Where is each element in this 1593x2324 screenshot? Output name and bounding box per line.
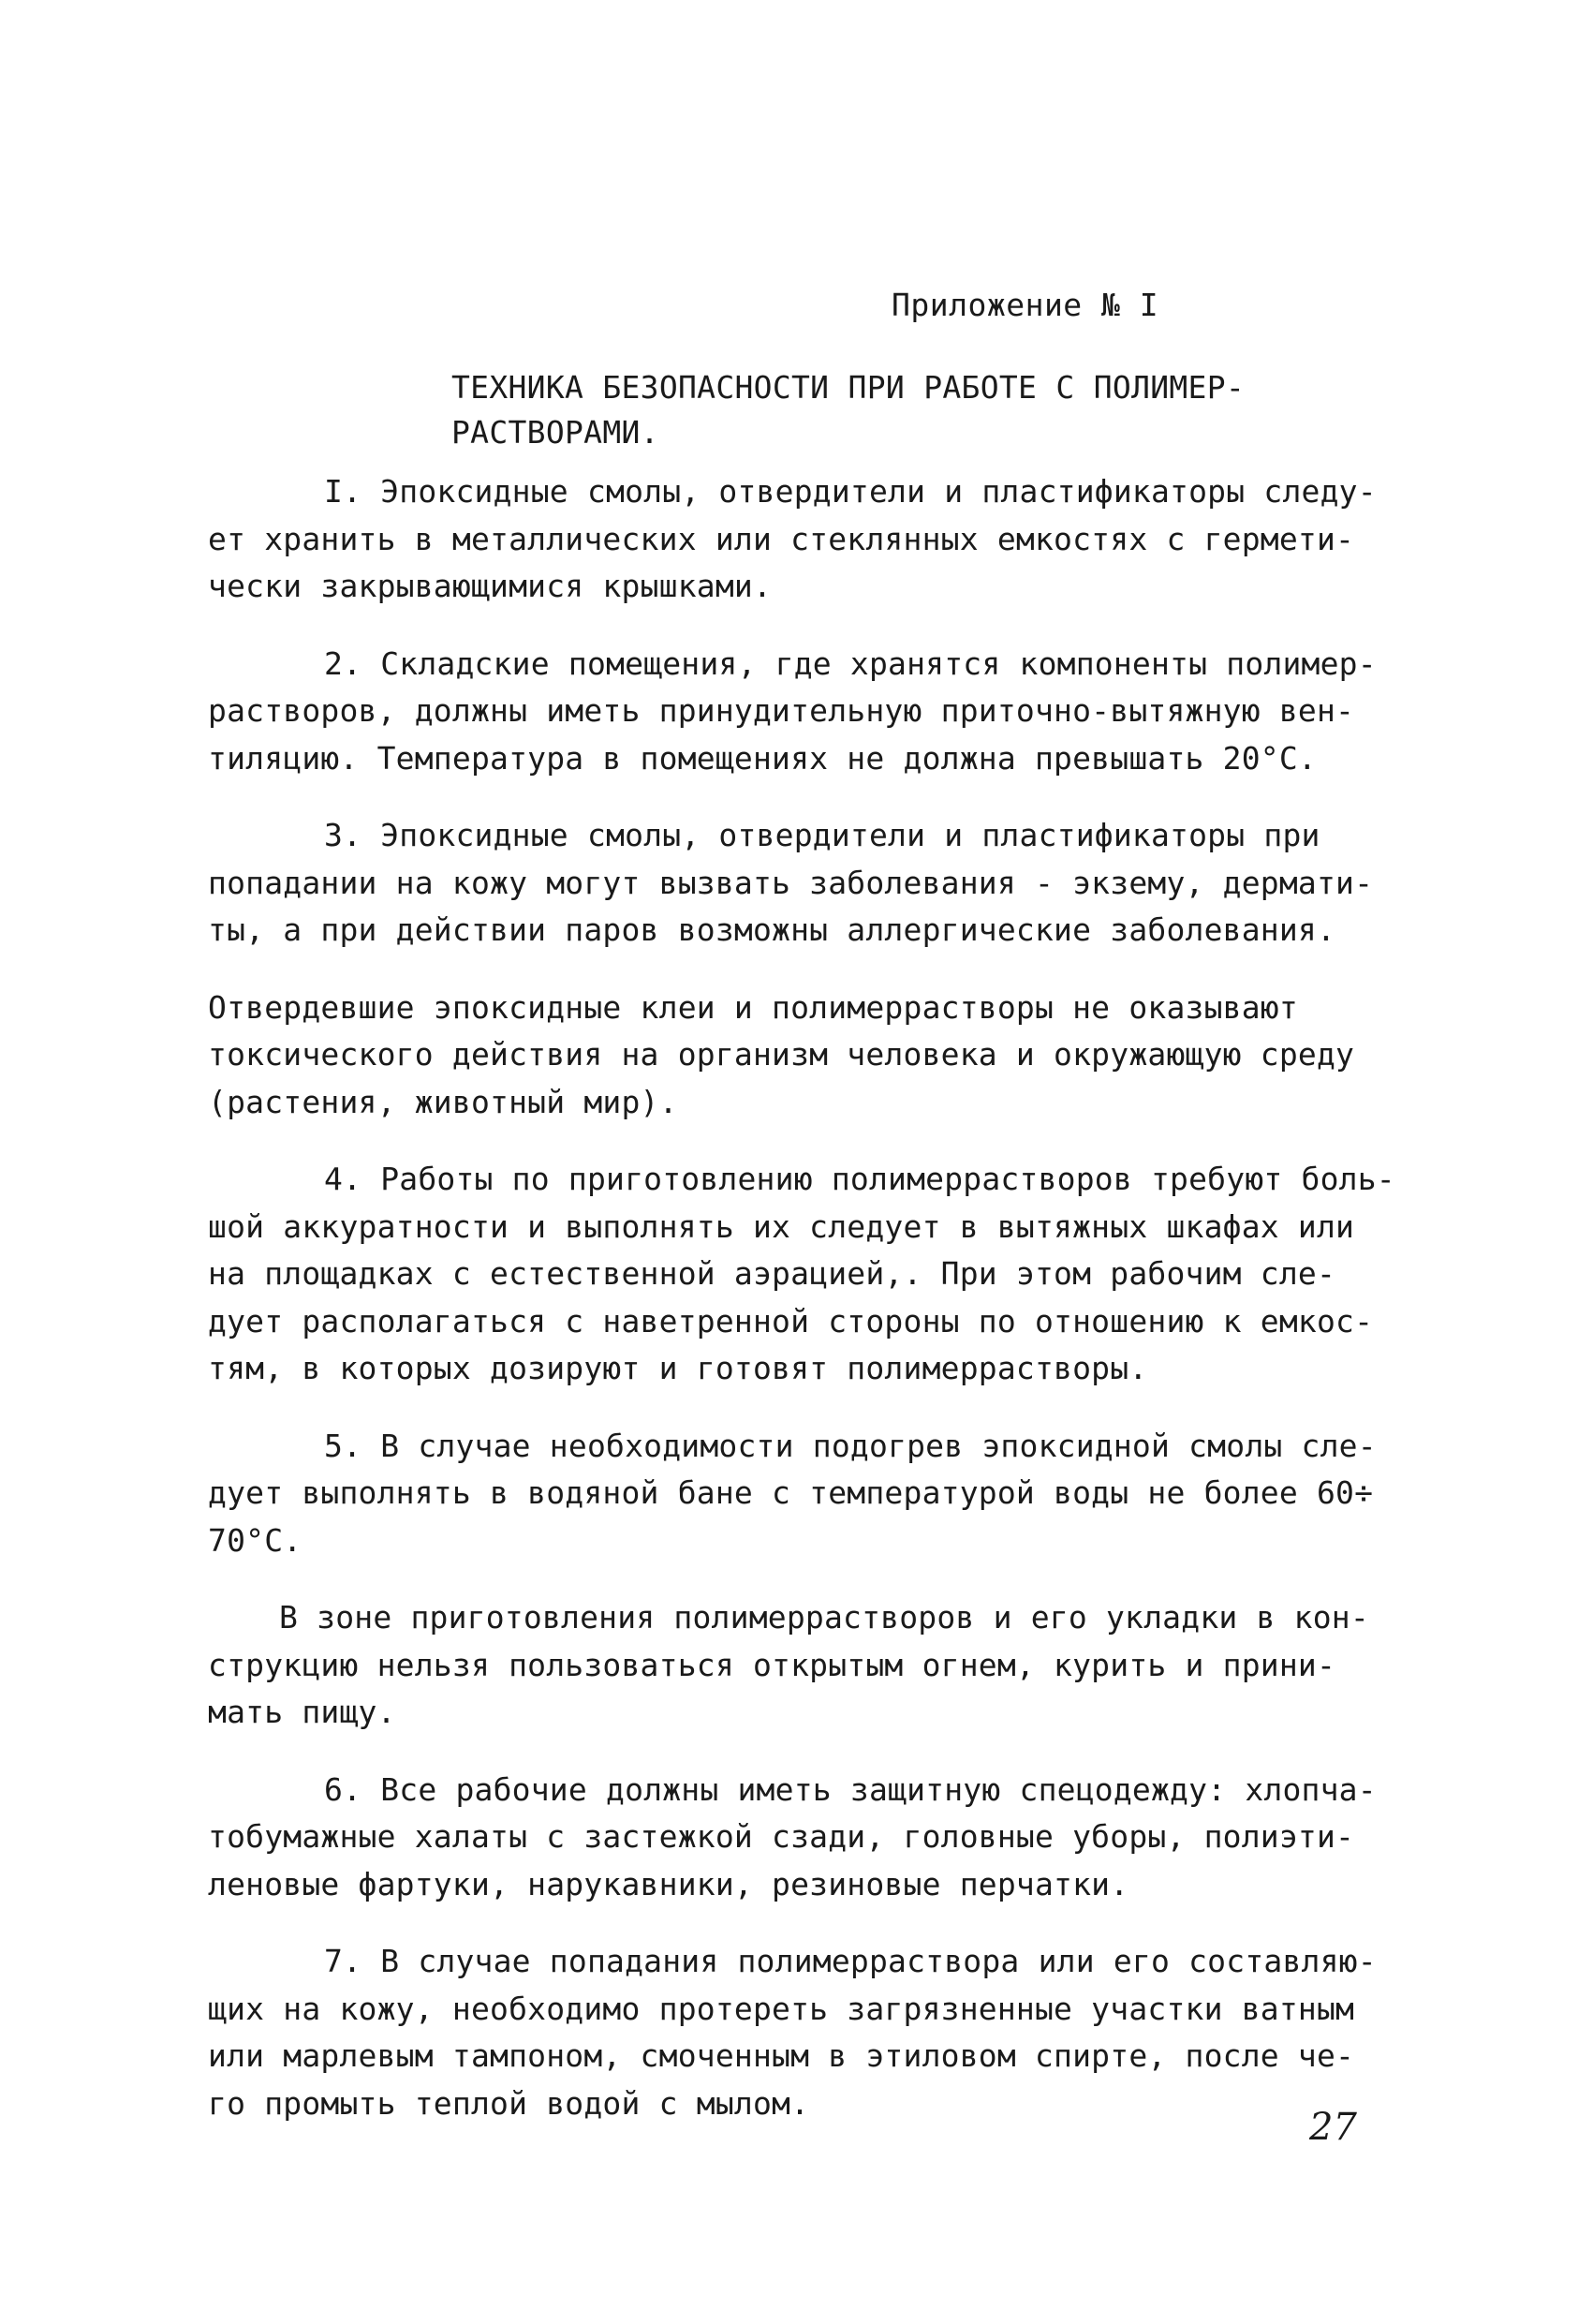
paragraph-line: леновые фартуки, нарукавники, резиновые перчатки. [208, 1865, 1129, 1902]
paragraph-2 [208, 641, 1397, 783]
paragraph-line: чески закрывающимися крышками. [208, 568, 773, 604]
title-line: ТЕХНИКА БЕЗОПАСНОСТИ ПРИ РАБОТЕ С ПОЛИМЕР- [451, 369, 1246, 406]
paragraph-line: струкцию нельзя пользоваться открытым огнем, курить и прини- [208, 1646, 1336, 1683]
paragraph-5 [208, 1423, 1397, 1565]
paragraph-line: попадании на кожу могут вызвать заболевания - экзему, дермати- [208, 864, 1374, 901]
paragraph-line: дует располагаться с наветренной стороны по отношению к емкос- [208, 1302, 1374, 1340]
paragraph-line: I. Эпоксидные смолы, отвердители и пластификаторы следу- [324, 473, 1377, 510]
paragraph-line: токсического действия на организм человека и окружающую среду [208, 1036, 1355, 1073]
paragraph-line: тиляцию. Температура в помещениях не должна превышать 20°С. [208, 739, 1317, 777]
paragraph-line: мать пищу. [208, 1694, 396, 1730]
title-line: РАСТВОРАМИ. [451, 414, 659, 451]
paragraph-3 [208, 812, 1397, 955]
paragraph-7 [208, 1938, 1397, 2127]
paragraph-6 [208, 1767, 1397, 1909]
page-number: 27 [1309, 2106, 1357, 2149]
paragraph-line: на площадках с естественной аэрацией,. При этом рабочим сле- [208, 1255, 1336, 1292]
paragraph-line: шой аккуратности и выполнять их следует в вытяжных шкафах или [208, 1207, 1355, 1245]
paragraph-line: 4. Работы по приготовлению полимеррастворов требуют боль- [324, 1161, 1395, 1197]
paragraph-line: Отвердевшие эпоксидные клеи и полимеррастворы не оказывают [208, 988, 1298, 1026]
paragraph-line: дует выполнять в водяной бане с температурой воды не более 60÷ [208, 1474, 1374, 1511]
document-body [208, 468, 1397, 2157]
appendix-label: Приложение № I [892, 287, 1159, 323]
paragraph-line: В зоне приготовления полимеррастворов и его укладки в кон- [279, 1599, 1369, 1636]
paragraph-line: 70°С. [208, 1521, 302, 1559]
paragraph-line: или марлевым тампоном, смоченным в этиловом спирте, после че- [208, 2037, 1355, 2074]
paragraph-line: тобумажные халаты с застежкой сзади, головные уборы, полиэти- [208, 1818, 1355, 1855]
paragraph-3-continued [208, 984, 1397, 1127]
paragraph-line: (растения, животный мир). [208, 1083, 678, 1120]
paragraph-line: 7. В случае попадания полимерраствора или его составляю- [324, 1943, 1377, 1979]
paragraph-line: тям, в которых дозируют и готовят полимеррастворы. [208, 1350, 1148, 1386]
paragraph-5-continued [208, 1594, 1397, 1737]
paragraph-line: щих на кожу, необходимо протереть загрязненные участки ватным [208, 1990, 1355, 2027]
paragraph-line: 3. Эпоксидные смолы, отвердители и пластификаторы при [324, 817, 1320, 853]
paragraph-line: го промыть теплой водой с мылом. [208, 2084, 810, 2122]
paragraph-1 [208, 468, 1397, 611]
paragraph-line: 5. В случае необходимости подогрев эпоксидной смолы сле- [324, 1427, 1377, 1464]
paragraph-line: ты, а при действии паров возможны аллергические заболевания. [208, 911, 1336, 948]
paragraph-4 [208, 1156, 1397, 1393]
paragraph-line: растворов, должны иметь принудительную приточно-вытяжную вен- [208, 692, 1355, 729]
paragraph-line: ет хранить в металлических или стеклянных емкостях с гермети- [208, 520, 1355, 557]
document-title [451, 365, 1332, 455]
paragraph-line: 6. Все рабочие должны иметь защитную спецодежду: хлопча- [324, 1770, 1377, 1808]
paragraph-line: 2. Складские помещения, где хранятся компоненты полимер- [324, 644, 1377, 682]
